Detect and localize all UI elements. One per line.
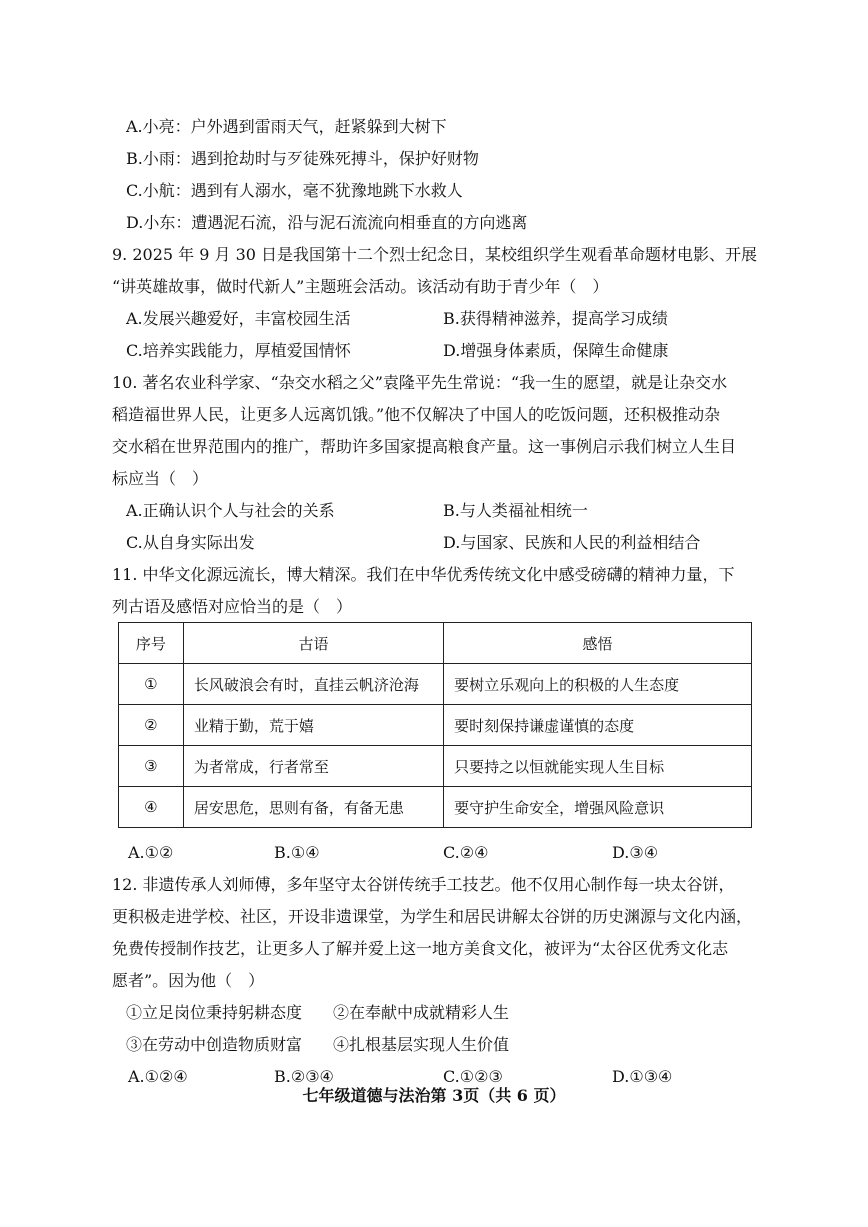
q12-stem-line: 免费传授制作技艺，让更多人了解并爱上这一地方美食文化，被评为“太谷区优秀文化志 — [112, 939, 729, 958]
q9-option-d: D.增强身体素质，保障生命健康 — [443, 341, 669, 360]
q11-option-b: B.①④ — [274, 843, 320, 862]
q9-stem-line: “讲英雄故事，做时代新人”主题班会活动。该活动有助于青少年（ ） — [112, 277, 609, 296]
q11-stem-line: 11. 中华文化源远流长，博大精深。我们在中华优秀传统文化中感受磅礴的精神力量，下 — [112, 565, 735, 584]
q12-statement-4: ④扎根基层实现人生价值 — [333, 1035, 510, 1054]
table-header: 序号 — [119, 623, 184, 664]
q12-stem-line: 愿者”。因为他（ ） — [112, 971, 265, 990]
q12-option-b: B.②③④ — [274, 1067, 334, 1086]
q12-stem-line: 更积极走进学校、社区，开设非遗课堂，为学生和居民讲解太谷饼的历史渊源与文化内涵， — [112, 907, 753, 926]
q9-stem-line: 9. 2025 年 9 月 30 日是我国第十二个烈士纪念日，某校组织学生观看革命题材电影、开展 — [112, 245, 758, 264]
q9-option-c: C.培养实践能力，厚植爱国情怀 — [126, 341, 351, 360]
q10-option-d: D.与国家、民族和人民的利益相结合 — [443, 533, 701, 552]
table-row — [119, 705, 752, 746]
table-row — [119, 787, 752, 828]
q10-stem-line: 10. 著名农业科学家、“杂交水稻之父”袁隆平先生常说：“我一生的愿望，就是让杂交水 — [112, 373, 728, 392]
q10-option-b: B.与人类福祉相统一 — [443, 501, 588, 520]
table-cell: 长风破浪会有时，直挂云帆济沧海 — [183, 664, 443, 705]
table-cell: ① — [119, 664, 184, 705]
q9-option-b: B.获得精神滋养，提高学习成绩 — [443, 309, 668, 328]
table-cell: 只要持之以恒就能实现人生目标 — [444, 746, 752, 787]
table-header: 古语 — [183, 623, 443, 664]
table-cell: ④ — [119, 787, 184, 828]
q8-option-c: C.小航：遇到有人溺水，毫不犹豫地跳下水救人 — [126, 181, 463, 200]
q11-table — [118, 622, 752, 828]
table-cell: 要时刻保持谦虚谨慎的态度 — [444, 705, 752, 746]
q12-option-a: A.①②④ — [128, 1067, 188, 1086]
q12-stem-line: 12. 非遗传承人刘师傅，多年坚守太谷饼传统手工技艺。他不仅用心制作每一块太谷饼， — [112, 875, 735, 894]
q8-option-b: B.小雨：遇到抢劫时与歹徒殊死搏斗，保护好财物 — [126, 149, 479, 168]
table-cell: 要树立乐观向上的积极的人生态度 — [444, 664, 752, 705]
q12-statement-3: ③在劳动中创造物质财富 — [126, 1035, 303, 1054]
table-cell: 为者常成，行者常至 — [183, 746, 443, 787]
table-cell: 业精于勤，荒于嬉 — [183, 705, 443, 746]
table-row — [119, 664, 752, 705]
q11-stem-line: 列古语及感悟对应恰当的是（ ） — [112, 597, 353, 616]
q10-option-c: C.从自身实际出发 — [126, 533, 255, 552]
q10-stem-line: 标应当（ ） — [112, 469, 209, 488]
q12-statement-1: ①立足岗位秉持躬耕态度 — [126, 1003, 303, 1022]
q10-stem-line: 稻造福世界人民，让更多人远离饥饿。”他不仅解决了中国人的吃饭问题，还积极推动杂 — [112, 405, 721, 424]
page-footer: 七年级道德与法治第 3页（共 6 页） — [302, 1086, 566, 1105]
q8-option-a: A.小亮：户外遇到雷雨天气，赶紧躲到大树下 — [126, 117, 447, 136]
q10-option-a: A.正确认识个人与社会的关系 — [126, 501, 335, 520]
table-cell: ③ — [119, 746, 184, 787]
q11-option-a: A.①② — [128, 843, 174, 862]
q10-stem-line: 交水稻在世界范围内的推广，帮助许多国家提高粮食产量。这一事例启示我们树立人生目 — [112, 437, 737, 456]
table-header-row — [119, 623, 752, 664]
table-cell: 居安思危，思则有备，有备无患 — [183, 787, 443, 828]
q9-option-a: A.发展兴趣爱好，丰富校园生活 — [126, 309, 351, 328]
q8-option-d: D.小东：遭遇泥石流，沿与泥石流流向相垂直的方向逃离 — [126, 213, 528, 232]
q11-option-c: C.②④ — [443, 843, 489, 862]
table-row — [119, 746, 752, 787]
q12-statement-2: ②在奉献中成就精彩人生 — [333, 1003, 510, 1022]
q11-option-d: D.③④ — [612, 843, 659, 862]
table-cell: 要守护生命安全，增强风险意识 — [444, 787, 752, 828]
table-header: 感悟 — [444, 623, 752, 664]
q12-option-c: C.①②③ — [443, 1067, 503, 1086]
q12-option-d: D.①③④ — [612, 1067, 673, 1086]
table-cell: ② — [119, 705, 184, 746]
